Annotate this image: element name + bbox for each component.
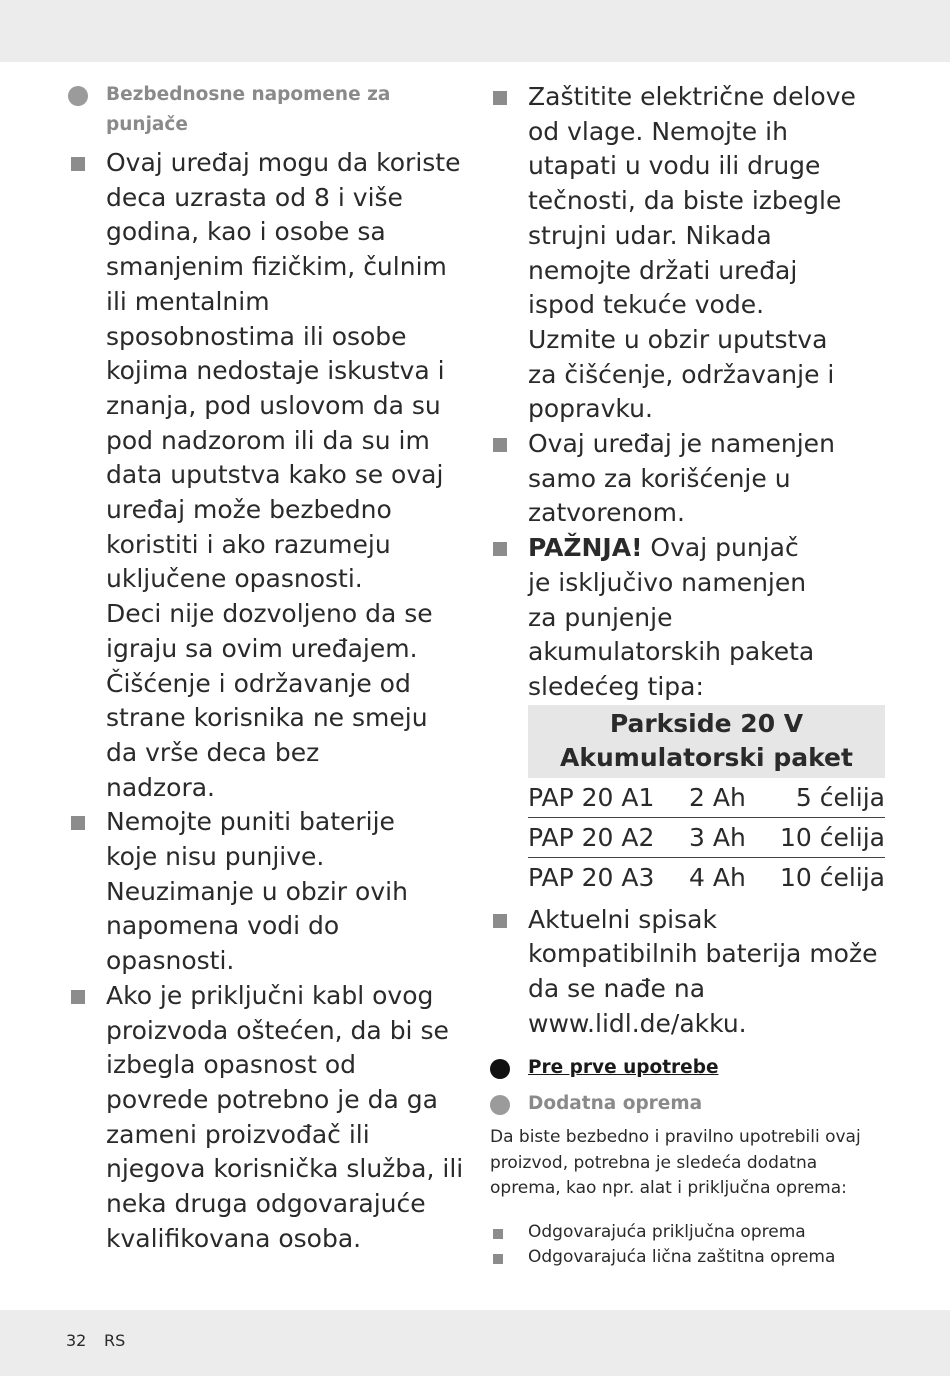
item-text: Ovaj uređaj je namenjen samo za korišćenje u zatvorenom. xyxy=(528,429,835,528)
table-cell-model: PAP 20 A1 xyxy=(528,782,655,812)
list-item xyxy=(490,531,828,705)
item-text: Ako je priključni kabl ovog proizvoda oštećen, da bi se izbegla opasnost od povrede potrebno je da ga zameni proizvođač ili njegova korisnička služba, ili neka druga odgovarajuće kvalifikovana osoba. xyxy=(106,980,464,1253)
square-bullet-icon xyxy=(71,990,85,1004)
table-row xyxy=(528,818,885,858)
page-number: 32 xyxy=(66,1331,87,1350)
paragraph: Ovaj uređaj mogu da koriste deca uzrasta od 8 i više godina, kao i osobe sa smanjenim fizičkim, čulnim ili mentalnim sposobnostima ili osobe kojima nedostaje iskustva i znanja, pod uslovom da su pod nadzorom ili da su im data uputstva kako se ovaj uređaj može bezbedno koristiti i ako razumeju uključene opasnosti. xyxy=(106,148,461,594)
table-row xyxy=(528,778,885,818)
item-text: Nemojte puniti baterije koje nisu punjive. Neuzimanje u obzir ovih napomena vodi do opasnosti. xyxy=(106,807,408,976)
list-item xyxy=(68,146,466,805)
section-heading xyxy=(68,80,436,140)
list-item xyxy=(490,1245,890,1270)
battery-table xyxy=(490,705,890,897)
warning-label: PAŽNJA! xyxy=(528,533,643,563)
list-item xyxy=(68,979,466,1257)
heading-text: Dodatna oprema xyxy=(528,1093,703,1115)
square-bullet-icon xyxy=(493,1229,503,1239)
left-column xyxy=(68,80,463,1257)
heading-text: Pre prve upotrebe xyxy=(528,1057,719,1079)
table-cell-cells: 10 ćelija xyxy=(779,822,885,852)
square-bullet-icon xyxy=(71,816,85,830)
table-cell-cells: 5 ćelija xyxy=(795,782,885,812)
list-item xyxy=(490,903,888,1042)
list-item xyxy=(490,427,888,531)
section-heading xyxy=(490,1053,890,1083)
table-header xyxy=(528,705,885,778)
accessory-list xyxy=(490,1220,890,1270)
square-bullet-icon xyxy=(493,542,507,556)
table-cell-capacity: 3 Ah xyxy=(689,822,746,852)
bullet-dot-icon xyxy=(68,86,88,106)
bullet-dot-icon xyxy=(490,1095,510,1115)
table-cell-cells: 10 ćelija xyxy=(779,862,885,892)
paragraph: Deci nije dozvoljeno da se igraju sa ovim uređajem. Čišćenje i održavanje od strane korisnika ne smeju da vrše deca bez nadzora. xyxy=(106,599,433,802)
item-text: Ovaj punjač je isključivo namenjen za punjenje akumulatorskih paketa sledećeg tipa: xyxy=(528,533,815,701)
language-code: RS xyxy=(104,1331,126,1350)
table-row xyxy=(528,858,885,897)
square-bullet-icon xyxy=(71,157,85,171)
list-item xyxy=(68,805,451,979)
item-text: Odgovarajuća priključna oprema xyxy=(528,1221,806,1242)
list-item xyxy=(490,80,858,427)
sub-heading xyxy=(490,1089,890,1119)
item-text: Zaštitite električne delove od vlage. Nemojte ih utapati u vodu ili druge tečnosti, da biste izbegle strujni udar. Nikada nemojte držati uređaj ispod tekuće vode. Uzmite u obzir uputstva za čišćenje, održavanje i popravku. xyxy=(528,82,856,424)
item-text: Aktuelni spisak kompatibilnih baterija može da se nađe na www.lidl.de/akku. xyxy=(528,904,878,1038)
footer-bar xyxy=(0,1310,950,1376)
heading-text: Bezbednosne napomene za punjače xyxy=(106,84,391,135)
table-header-line: Akumulatorski paket xyxy=(560,742,853,772)
paragraph: Da biste bezbedno i pravilno upotrebili ovaj proizvod, potrebna je sledeća dodatna oprema, kao npr. alat i priključna oprema: xyxy=(490,1127,861,1199)
right-column xyxy=(490,80,890,1270)
square-bullet-icon xyxy=(493,914,507,928)
bullet-dot-icon xyxy=(490,1059,510,1079)
square-bullet-icon xyxy=(493,91,507,105)
list-item xyxy=(490,1220,890,1245)
table-cell-capacity: 2 Ah xyxy=(689,782,746,812)
square-bullet-icon xyxy=(493,438,507,452)
table-cell-model: PAP 20 A3 xyxy=(528,862,655,892)
item-text: Odgovarajuća lična zaštitna oprema xyxy=(528,1246,836,1267)
table-cell-capacity: 4 Ah xyxy=(689,862,746,892)
table-header-line: Parkside 20 V xyxy=(609,708,804,738)
top-bar xyxy=(0,0,950,62)
table-cell-model: PAP 20 A2 xyxy=(528,822,655,852)
square-bullet-icon xyxy=(493,1254,503,1264)
